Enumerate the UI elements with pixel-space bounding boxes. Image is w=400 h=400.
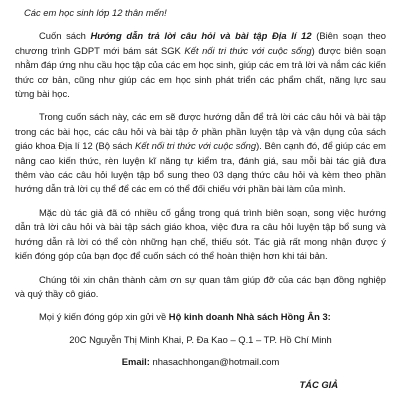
email-label: Email: [121,356,150,368]
email-address[interactable]: nhasachhongan@hotmail.com [149,356,280,368]
content-paragraph [15,110,386,196]
contact-tail: : [327,311,331,323]
series-name: Kết nối tri thức với cuộc sống [184,44,312,56]
intro-rest: ) được biên soạn nhằm đáp ứng nhu cầu học tập của các em học sinh, giúp các em trả lời và nắm các kiến thức cơ bản, cũng như giúp các em học sinh phát triển các phẩm chất, năng lực sau từng bài học. [15,44,386,100]
content-rest: ). Bên cạnh đó, để giúp các em nâng cao kiến thức, rèn luyện kĩ năng tự kiểm tra, đánh giá, sau mỗi bài tác giả đưa thêm vào các câu hỏi luyện tập bổ sung theo 03 dạng thức câu hỏi và kèm theo phần hướng dẫn trả lời cụ thể để các em có thể đối chiếu với phần bài làm của mình. [15,140,386,195]
apology-paragraph: Mặc dù tác giả đã có nhiều cố gắng trong quá trình biên soạn, song việc hướng dẫn trả lời câu hỏi và bài tập sách giáo khoa, việc đưa ra câu hỏi luyện tập bổ sung và hướng dẫn rả lời có thể còn những hạn chế, thiếu sót. Tác giả rất mong nhận được ý kiến đóng góp của bạn đọc để cuốn sách có thể hoàn thiện hơn khi tái bản. [15,206,386,262]
author-signature: TÁC GIẢ [299,378,338,390]
email-line [15,355,386,369]
intro-mid: (Biên soạn theo chương trình GDPT mới bám sát SGK [15,30,386,56]
intro-lead: Cuốn sách [39,30,91,42]
book-title: Hướng dẫn trả lời câu hỏi và bài tập Địa lí 12 [90,30,312,42]
content-series-name: Kết nối tri thức với cuộc sống [134,140,257,152]
content-lead: Trong cuốn sách này, các em sẽ được hướng dẫn để trả lời các câu hỏi và bài tập trong các bài học, các câu hỏi và bài tập ở phần phần luyện tập và vận dụng của sách giáo khoa Địa lí 12 (Bộ sách [15,111,386,152]
thanks-paragraph: Chúng tôi xin chân thành cảm ơn sự quan tâm giúp đỡ của các bạn đồng nghiệp và quý thầy cô giáo. [15,273,386,299]
intro-paragraph [15,29,386,101]
contact-lead: Mọi ý kiến đóng góp xin gửi về [39,311,169,323]
contact-org: Hộ kinh doanh Nhà sách Hồng Ân 3 [168,311,328,323]
greeting: Các em học sinh lớp 12 thân mến! [24,7,167,18]
contact-line [15,310,386,324]
address-line: 20C Nguyễn Thị Minh Khai, P. Đa Kao – Q.1 – TP. Hồ Chí Minh [69,333,332,345]
